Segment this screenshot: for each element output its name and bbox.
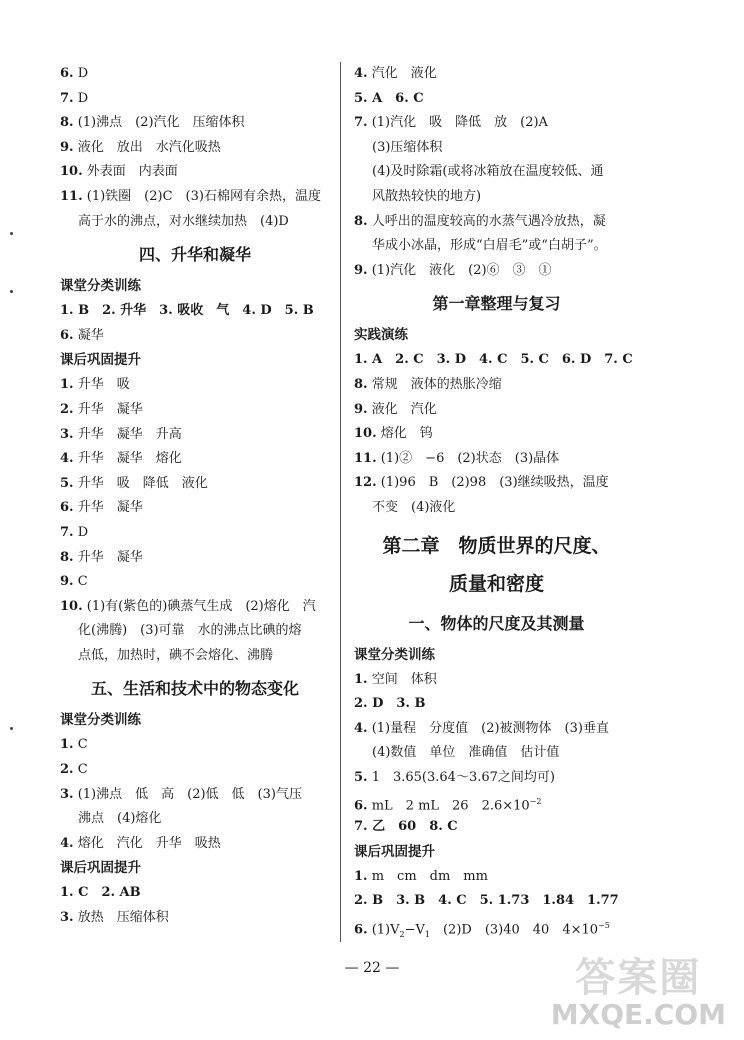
- right-column: [354, 62, 639, 938]
- answer-line: 7. D: [60, 90, 89, 106]
- subsection-heading: 课后巩固提升: [354, 843, 435, 860]
- answer-line: 1. A 2. C 3. D 4. C 5. C 6. D 7. C: [354, 352, 633, 368]
- answer-line: 5. 1 3.65(3.64～3.67之间均可): [354, 769, 555, 785]
- chapter-title: 质量和密度: [448, 572, 544, 595]
- answer-line: 高于水的沸点，对水继续加热 (4)D: [78, 213, 289, 229]
- answer-line: 6. $(1)V_2-V_1$ (2)D (3)40 40 $4\times 10^{-5}$: [354, 920, 610, 939]
- answer-line: 9. (1)汽化 液化 (2)⑥ ③ ①: [354, 262, 552, 278]
- answer-line: 华成小冰晶，形成“白眉毛”或“白胡子”。: [372, 238, 607, 254]
- answer-line: 2. D 3. B: [354, 696, 426, 712]
- answer-line: 9. 液化 放出 水汽化吸热: [60, 139, 221, 155]
- answer-line: 1. 升华 吸: [60, 377, 130, 393]
- answer-line: 5. 升华 吸 降低 液化: [60, 475, 208, 491]
- answer-line: 1. 空间 体积: [354, 671, 437, 687]
- answer-line: 2. B 3. B 4. C 5. 1.73 1.84 1.77: [354, 893, 619, 909]
- answer-line: 1. C 2. AB: [60, 885, 141, 901]
- margin-dot: [10, 290, 13, 293]
- answer-line: 4. 升华 凝华 熔化: [60, 451, 182, 467]
- answer-line: 9. C: [60, 574, 88, 590]
- column-divider: [340, 62, 341, 942]
- answer-line: 5. A 6. C: [354, 90, 424, 106]
- answer-line: 10. (1)有(紫色的)碘蒸气生成 (2)熔化 汽: [60, 598, 316, 614]
- answer-line: 8. 人呼出的温度较高的水蒸气遇冷放热，凝: [354, 213, 606, 229]
- watermark-url: MXQE.COM: [550, 998, 726, 1031]
- subsection-heading: 实践演练: [354, 327, 408, 344]
- answer-line: 6. 凝华: [60, 327, 104, 343]
- answer-line: 3. 升华 凝华 升高: [60, 426, 182, 442]
- answer-line: 风散热较快的地方): [372, 188, 482, 204]
- answer-line: 1. B 2. 升华 3. 吸收 气 4. D 5. B: [60, 303, 314, 319]
- page-number: — 22 —: [344, 960, 400, 976]
- section-heading: 四、升华和凝华: [138, 245, 251, 265]
- answer-line: 2. C: [60, 762, 88, 778]
- answer-line: 8. 常规 液体的热胀冷缩: [354, 376, 502, 392]
- answer-line: 11. (1)② −6 (2)状态 (3)晶体: [354, 450, 560, 466]
- answer-line: 2. 升华 凝华: [60, 401, 143, 417]
- answer-line: 4. 汽化 液化: [354, 66, 437, 81]
- answer-line: 1. m cm dm mm: [354, 868, 488, 884]
- section-heading: 一、物体的尺度及其测量: [408, 613, 585, 633]
- answer-line: (3)压缩体积: [372, 139, 443, 155]
- answer-line: 3. 放热 压缩体积: [60, 910, 169, 926]
- answer-line: 4. 熔化 汽化 升华 吸热: [60, 835, 221, 851]
- subsection-heading: 课后巩固提升: [60, 860, 141, 877]
- answer-line: 1. C: [60, 737, 88, 753]
- subsection-heading: 课堂分类训练: [60, 712, 141, 729]
- answer-line: 6. 升华 凝华: [60, 500, 143, 516]
- answer-line: 7. D: [60, 524, 89, 540]
- answer-line: 化(沸腾) (3)可靠 水的沸点比碘的熔: [78, 623, 302, 639]
- answer-line: (4)及时除霜(或将冰箱放在温度较低、通: [372, 164, 604, 180]
- answer-line: 10. 外表面 内表面: [60, 164, 178, 180]
- watermark-logo: 答案圈: [575, 955, 702, 1001]
- chapter-title: 第二章 物质世界的尺度、: [382, 534, 611, 557]
- answer-line: 7. 乙 60 8. C: [354, 819, 458, 835]
- answer-line: 4. (1)量程 分度值 (2)被测物体 (3)垂直: [354, 720, 609, 736]
- section-heading: 第一章整理与复习: [432, 294, 561, 314]
- answer-line: (4)数值 单位 准确值 估计值: [372, 745, 560, 761]
- left-column: [60, 62, 330, 931]
- answer-line: 沸点 (4)熔化: [78, 811, 162, 827]
- answer-line: 7. (1)汽化 吸 降低 放 (2)A: [354, 115, 548, 131]
- answer-line: 3. (1)沸点 低 高 (2)低 低 (3)气压: [60, 786, 302, 802]
- subsection-heading: 课后巩固提升: [60, 352, 141, 369]
- answer-line: 不变 (4)液化: [372, 499, 456, 515]
- subsection-heading: 课堂分类训练: [60, 278, 141, 295]
- answer-line: 12. (1)96 B (2)98 (3)继续吸热，温度: [354, 475, 609, 491]
- answer-line: 9. 液化 汽化: [354, 401, 437, 417]
- answer-line: 6. D: [60, 66, 89, 81]
- answer-line: 6. mL 2 mL 26 $2.6\times 10^{-2}$: [354, 797, 542, 814]
- answer-line: 10. 熔化 钨: [354, 426, 433, 442]
- margin-dot: [10, 727, 13, 730]
- answer-line: 11. (1)铁圈 (2)C (3)石棉网有余热，温度: [60, 188, 321, 204]
- answer-line: 点低，加热时，碘不会熔化、沸腾: [78, 647, 274, 663]
- subsection-heading: 课堂分类训练: [354, 646, 435, 663]
- section-heading: 五、生活和技术中的物态变化: [90, 679, 299, 699]
- answer-line: 8. (1)沸点 (2)汽化 压缩体积: [60, 115, 245, 131]
- answer-line: 8. 升华 凝华: [60, 549, 143, 565]
- margin-dot: [10, 232, 13, 235]
- watermark: [551, 956, 726, 1030]
